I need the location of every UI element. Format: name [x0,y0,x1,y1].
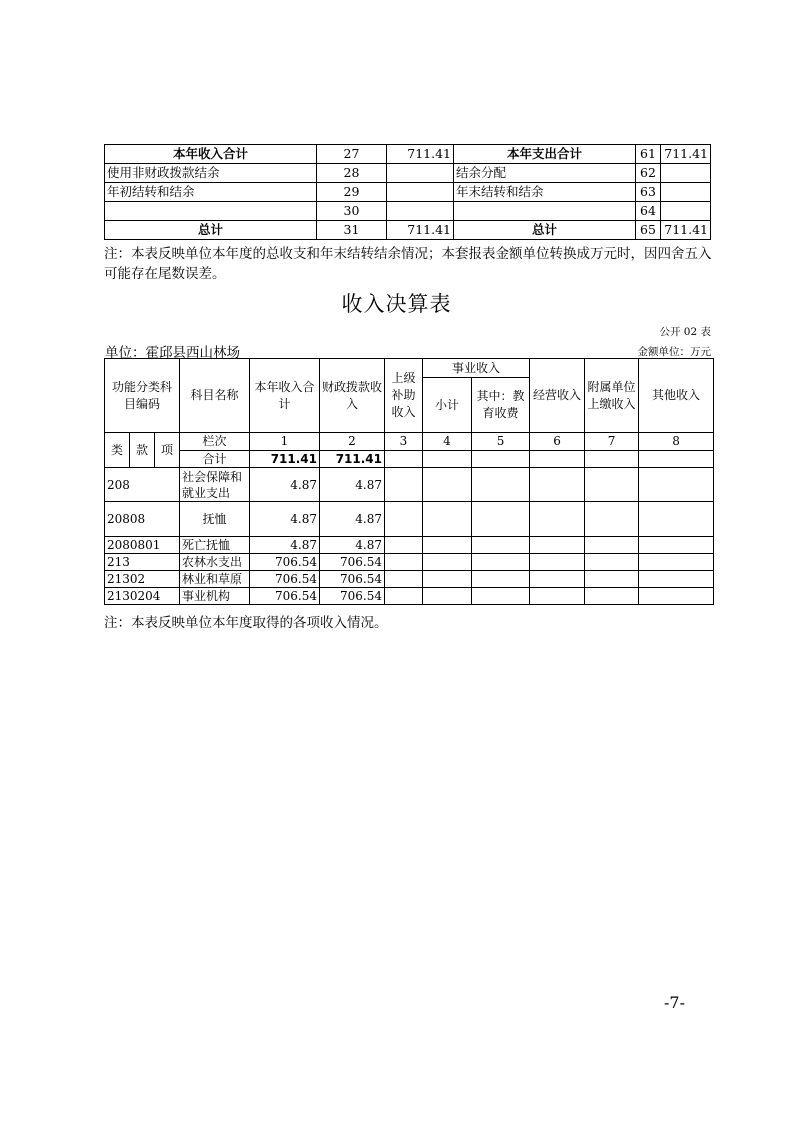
income-no: 29 [317,183,387,202]
expense-no: 61 [636,145,661,164]
header-superior: 上级补助收入 [385,359,423,433]
income-note: 注：本表反映单位本年度取得的各项收入情况。 [104,615,388,631]
row-code: 208 [105,468,180,502]
row-code: 20808 [105,502,180,537]
table-row [105,164,711,183]
row-name: 事业机构 [180,588,250,605]
row-fiscal: 4.87 [320,502,385,537]
row-total: 706.54 [250,554,320,571]
expense-value [661,183,711,202]
header-lei: 类 [105,433,130,468]
income-no: 31 [317,221,387,240]
expense-label: 年末结转和结余 [454,183,636,202]
header-row [105,359,714,378]
expense-no: 63 [636,183,661,202]
row-code: 2080801 [105,537,180,554]
table-row [105,537,714,554]
col-number: 4 [423,433,472,451]
table-row [105,145,711,164]
income-no: 30 [317,202,387,221]
row-name: 抚恤 [180,502,250,537]
header-edu-fee: 其中：教育收费 [472,378,530,433]
header-kuan: 款 [130,433,155,468]
expense-value: 711.41 [661,221,711,240]
col-number: 8 [639,433,714,451]
row-total: 4.87 [250,468,320,502]
header-operating: 经营收入 [530,359,585,433]
expense-no: 62 [636,164,661,183]
income-label: 本年收入合计 [105,145,317,164]
table-row [105,183,711,202]
total-row [105,450,714,468]
row-total: 706.54 [250,571,320,588]
table-row [105,468,714,502]
expense-label: 本年支出合计 [454,145,636,164]
col-number: 2 [320,433,385,451]
income-value [387,202,454,221]
header-affiliated: 附属单位上缴收入 [585,359,639,433]
header-business: 事业收入 [423,359,530,378]
header-func-code: 功能分类科目编码 [105,359,180,433]
income-label: 年初结转和结余 [105,183,317,202]
expense-value [661,202,711,221]
header-subtotal: 小计 [423,378,472,433]
total-fiscal-value: 711.41 [320,450,385,468]
income-label: 总计 [105,221,317,240]
table-row [105,588,714,605]
row-fiscal: 4.87 [320,468,385,502]
table-row [105,202,711,221]
page-number: -7- [664,993,685,1012]
income-no: 28 [317,164,387,183]
income-value: 711.41 [387,145,454,164]
row-code: 21302 [105,571,180,588]
expense-value: 711.41 [661,145,711,164]
row-fiscal: 4.87 [320,537,385,554]
income-label: 使用非财政拨款结余 [105,164,317,183]
income-value [387,183,454,202]
table-row [105,502,714,537]
income-value [387,164,454,183]
row-total: 4.87 [250,537,320,554]
row-fiscal: 706.54 [320,554,385,571]
header-subject-name: 科目名称 [180,359,250,433]
column-number-row [105,433,714,451]
table-row [105,221,711,240]
income-no: 27 [317,145,387,164]
total-income-value: 711.41 [250,450,320,468]
header-xiang: 项 [155,433,180,468]
expense-label: 结余分配 [454,164,636,183]
expense-value [661,164,711,183]
expense-label [454,202,636,221]
header-lanci: 栏次 [180,433,250,451]
row-code: 2130204 [105,588,180,605]
table-row [105,554,714,571]
expense-no: 65 [636,221,661,240]
amount-unit: 金额单位：万元 [637,346,711,358]
unit-label: 单位：霍邱县西山林场 [105,345,240,361]
table-code: 公开 02 表 [659,326,711,338]
header-total-income: 本年收入合计 [250,359,320,433]
col-number: 1 [250,433,320,451]
page-title: 收入决算表 [341,292,452,316]
col-number: 7 [585,433,639,451]
row-name: 社会保障和就业支出 [180,468,250,502]
table-row [105,571,714,588]
row-fiscal: 706.54 [320,588,385,605]
row-total: 706.54 [250,588,320,605]
row-total: 4.87 [250,502,320,537]
row-name: 农林水支出 [180,554,250,571]
row-name: 死亡抚恤 [180,537,250,554]
expense-no: 64 [636,202,661,221]
summary-note: 注：本表反映单位本年度的总收支和年末结转结余情况；本套报表金额单位转换成万元时，因四舍五入可能存在尾数误差。 [104,246,712,282]
row-name: 林业和草原 [180,571,250,588]
income-label [105,202,317,221]
row-code: 213 [105,554,180,571]
col-number: 6 [530,433,585,451]
expense-label: 总计 [454,221,636,240]
col-number: 3 [385,433,423,451]
income-table [104,358,714,605]
total-label: 合计 [180,450,250,468]
header-other: 其他收入 [639,359,714,433]
row-fiscal: 706.54 [320,571,385,588]
col-number: 5 [472,433,530,451]
header-fiscal: 财政拨款收入 [320,359,385,433]
summary-table [104,144,711,240]
income-value: 711.41 [387,221,454,240]
